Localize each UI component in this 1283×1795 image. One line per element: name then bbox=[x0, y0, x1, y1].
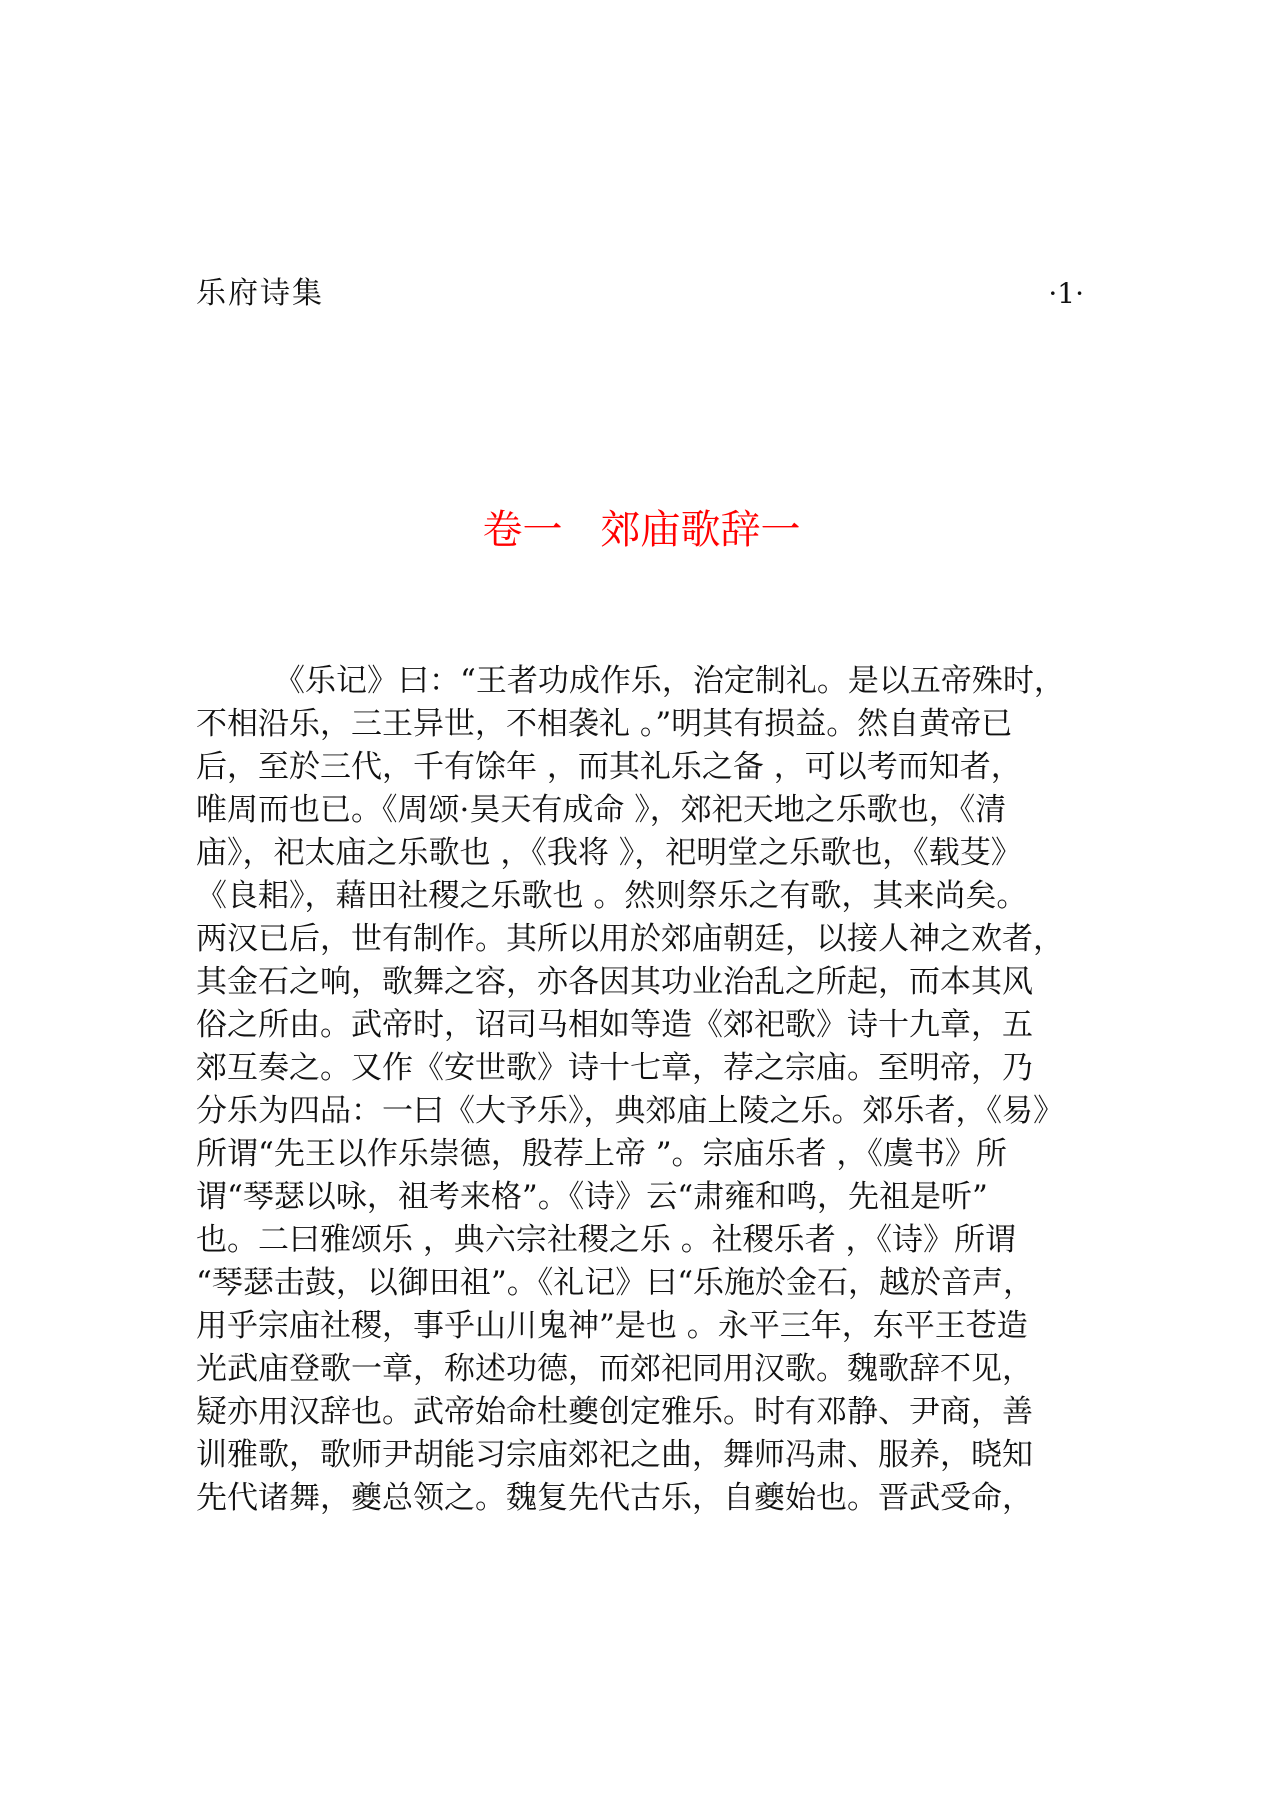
text-line: 也。二曰雅颂乐 ，典六宗社稷之乐 。社稷乐者 ，《诗》所谓 bbox=[196, 1222, 1017, 1258]
text-line: 疑亦用汉辞也。武帝始命杜夔创定雅乐。时有邓静、尹商，善 bbox=[196, 1394, 1033, 1430]
text-line: 训雅歌，歌师尹胡能习宗庙郊祀之曲，舞师冯肃、服养，晓知 bbox=[196, 1437, 1033, 1473]
text-line: 《良耜》，藉田社稷之乐歌也 。然则祭乐之有歌，其来尚矣。 bbox=[196, 878, 1028, 914]
text-line: 光武庙登歌一章，称述功德，而郊祀同用汉歌。魏歌辞不见， bbox=[196, 1351, 1033, 1387]
text-line: “琴瑟击鼓，以御田祖”。《礼记》曰“乐施於金石，越於音声， bbox=[196, 1265, 1035, 1301]
body-text bbox=[196, 660, 1116, 1520]
text-line: 其金石之响，歌舞之容，亦各因其功业治乱之所起，而本其风 bbox=[196, 964, 1033, 1000]
chapter-name: 郊庙歌辞一 bbox=[600, 507, 801, 553]
text-line: 两汉已后，世有制作。其所以用於郊庙朝廷，以接人神之欢者， bbox=[196, 921, 1064, 957]
text-line: 不相沿乐，三王异世，不相袭礼 。”明其有损益。然自黄帝已 bbox=[196, 706, 1013, 742]
text-line: 用乎宗庙社稷，事乎山川鬼神”是也 。永平三年，东平王苍造 bbox=[196, 1308, 1028, 1344]
text-line: 郊互奏之。又作《安世歌》诗十七章，荐之宗庙。至明帝，乃 bbox=[196, 1050, 1033, 1086]
page-number: ·1· bbox=[1048, 277, 1084, 310]
text-line: 谓“琴瑟以咏，祖考来格”。《诗》云“肃雍和鸣，先祖是听” bbox=[196, 1179, 988, 1215]
text-line: 《乐记》曰：“王者功成作乐，治定制礼。是以五帝殊时， bbox=[274, 663, 1065, 699]
book-title: 乐府诗集 bbox=[196, 276, 324, 311]
chapter-title bbox=[0, 500, 1283, 560]
text-line: 所谓“先王以作乐崇德，殷荐上帝 ”。宗庙乐者 ，《虞书》所 bbox=[196, 1136, 1007, 1172]
text-line: 唯周而也已。《周颂·昊天有成命 》，郊祀天地之乐歌也，《清 bbox=[196, 792, 1007, 828]
text-line: 分乐为四品：一曰《大予乐》，典郊庙上陵之乐。郊乐者，《易》 bbox=[196, 1093, 1064, 1129]
chapter-volume: 卷一 bbox=[482, 507, 563, 553]
text-line: 庙》，祀太庙之乐歌也 ，《我将 》，祀明堂之乐歌也，《载芟》 bbox=[196, 835, 1022, 871]
text-line: 俗之所由。武帝时，诏司马相如等造《郊祀歌》诗十九章，五 bbox=[196, 1007, 1033, 1043]
page-header bbox=[196, 270, 1084, 318]
text-line: 先代诸舞，夔总领之。魏复先代古乐，自夔始也。晋武受命， bbox=[196, 1480, 1033, 1516]
text-line: 后，至於三代，千有馀年 ，而其礼乐之备 ，可以考而知者， bbox=[196, 749, 1022, 785]
